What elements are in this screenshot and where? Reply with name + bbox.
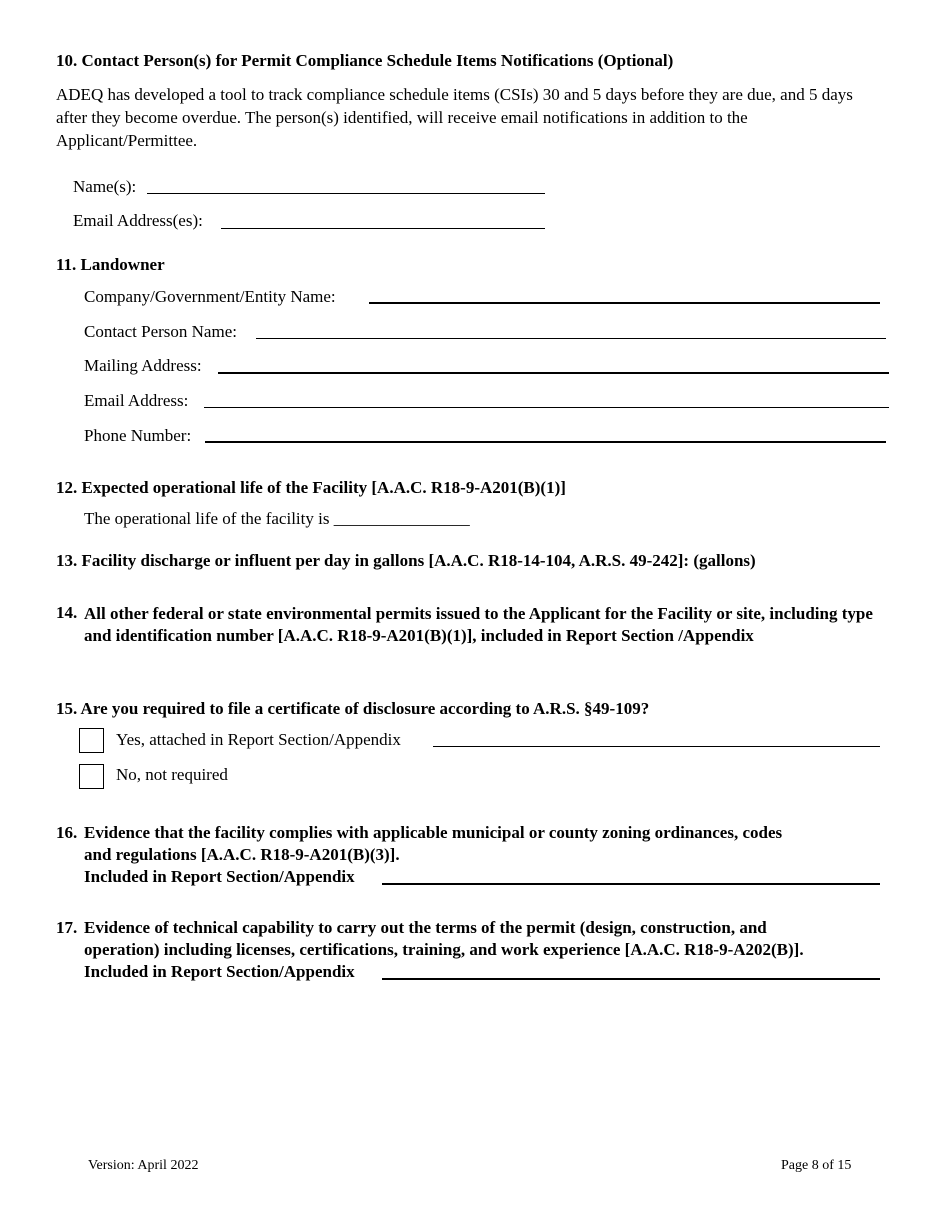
email-addresses-field[interactable] [221,228,545,229]
mailing-address-label: Mailing Address: [84,356,202,375]
section-17-line1: Evidence of technical capability to carry out the terms of the permit (design, construction, and [84,918,767,937]
section-14-text: All other federal or state environmental permits issued to the Applicant for the Facility or site, including type and identification number [A.A.C. R18-9-A201(B)(1)], included in Report Section /Appendix [84,604,873,645]
names-label: Name(s): [73,177,137,196]
phone-number-label: Phone Number: [84,426,192,445]
section-10-body: ADEQ has developed a tool to track compliance schedule items (CSIs) 30 and 5 days before they are due, and 5 days after they become overdue. The person(s) identified, will receive email notifications in addition to the Applicant/Permittee. [56,85,853,150]
landowner-email-field[interactable] [204,407,889,408]
disclosure-yes-label: Yes, attached in Report Section/Appendix [116,730,401,749]
company-name-label: Company/Government/Entity Name: [84,287,336,306]
names-field[interactable] [147,193,545,194]
section-16-number: 16. [56,823,78,842]
section-17-line2: operation) including licenses, certifications, training, and work experience [A.A.C. R18-9-A202(B)]. [84,940,804,959]
section-16-line3: Included in Report Section/Appendix [84,867,355,886]
section-14-number: 14. [56,603,78,622]
contact-person-field[interactable] [256,338,886,339]
section-15-heading: 15. Are you required to file a certificate of disclosure according to A.R.S. §49-109? [56,699,650,718]
company-name-field[interactable] [369,302,880,304]
landowner-email-label: Email Address: [84,391,189,410]
page-number: Page 8 of 15 [781,1158,852,1173]
section-10-heading: 10. Contact Person(s) for Permit Compliance Schedule Items Notifications (Optional) [56,51,674,70]
contact-person-label: Contact Person Name: [84,322,237,341]
section-16-line1: Evidence that the facility complies with applicable municipal or county zoning ordinances, codes [84,823,783,842]
disclosure-no-checkbox[interactable] [79,764,104,789]
zoning-evidence-field[interactable] [382,883,880,885]
section-17-number: 17. [56,918,78,937]
mailing-address-field[interactable] [218,372,889,374]
technical-capability-field[interactable] [382,978,880,980]
section-12-heading: 12. Expected operational life of the Facility [A.A.C. R18-9-A201(B)(1)] [56,478,566,497]
disclosure-section-field[interactable] [433,746,880,747]
section-17-line3: Included in Report Section/Appendix [84,962,355,981]
email-addresses-label: Email Address(es): [73,211,203,230]
section-11-heading: 11. Landowner [56,255,165,274]
disclosure-yes-checkbox[interactable] [79,728,104,753]
section-13-heading: 13. Facility discharge or influent per day in gallons [A.A.C. R18-14-104, A.R.S. 49-242]: (gallons) [56,551,756,570]
disclosure-no-label: No, not required [116,765,228,784]
phone-number-field[interactable] [205,441,886,443]
operational-life-text: The operational life of the facility is ________________ [84,509,470,528]
version-text: Version: April 2022 [88,1158,199,1173]
section-16-line2: and regulations [A.A.C. R18-9-A201(B)(3)]. [84,845,400,864]
